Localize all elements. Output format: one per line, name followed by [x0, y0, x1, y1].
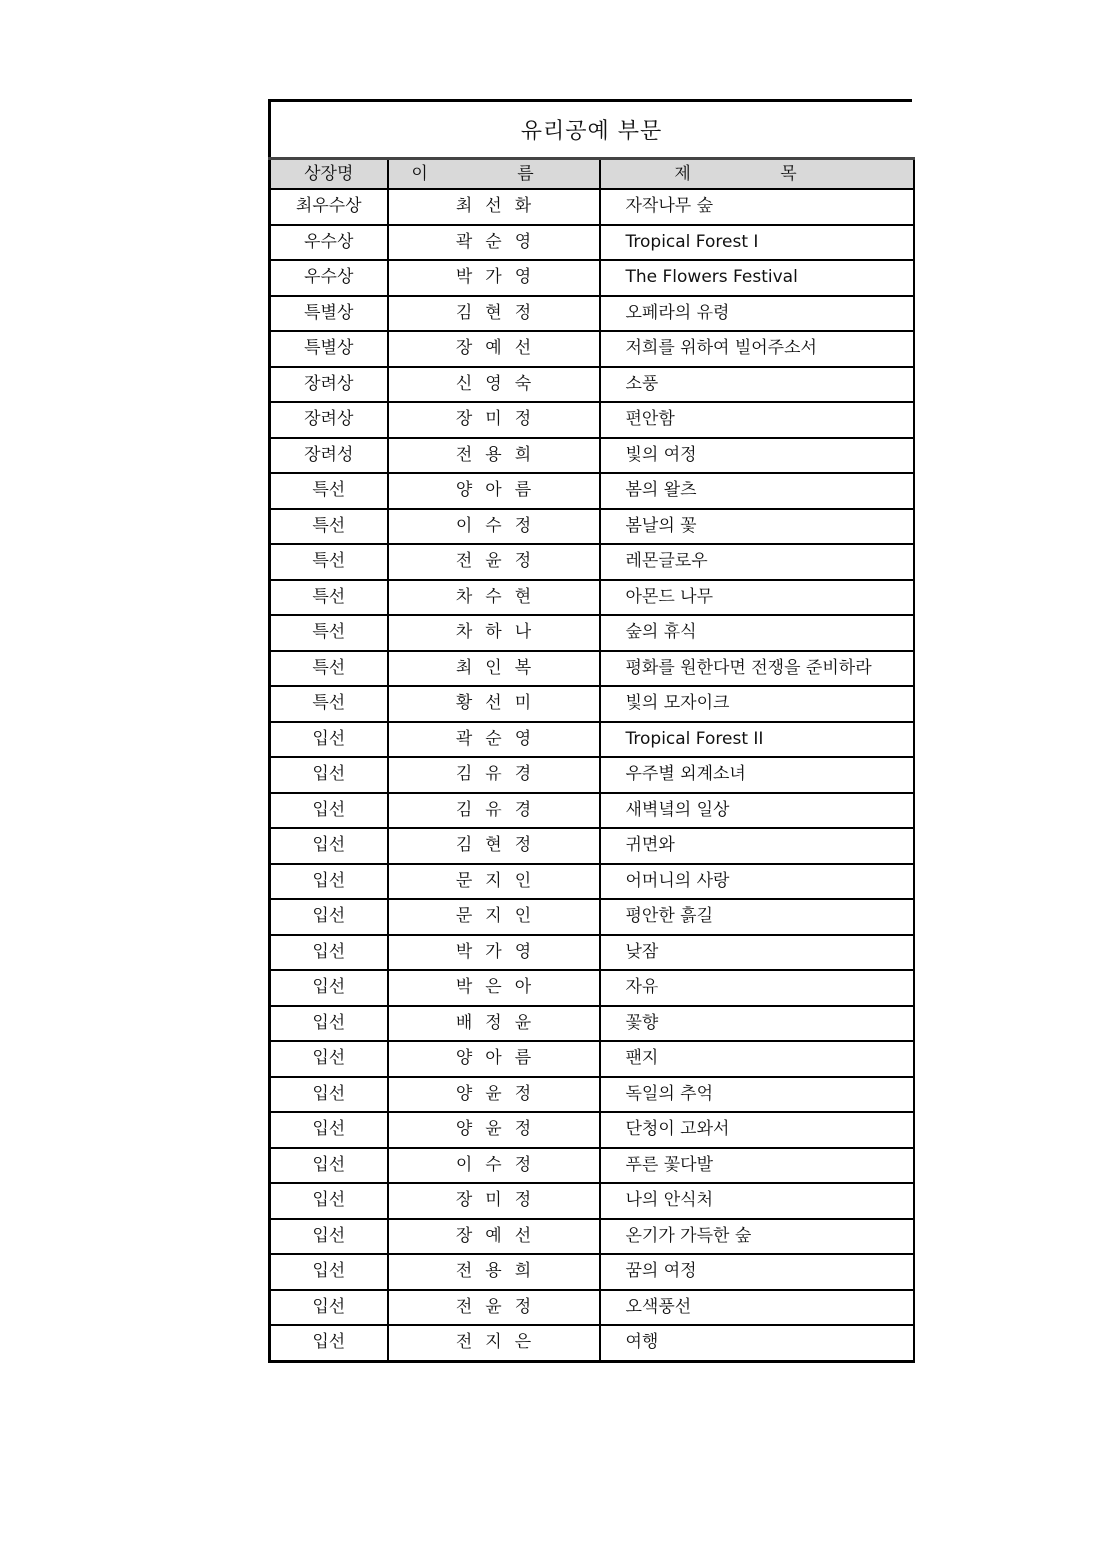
name-cell: 양아름 — [388, 473, 600, 509]
title-cell: 꽃향 — [600, 1006, 914, 1042]
name-cell: 곽순영 — [388, 225, 600, 261]
name-cell: 박가영 — [388, 935, 600, 971]
title-cell: 소풍 — [600, 367, 914, 403]
title-cell: 푸른 꽃다발 — [600, 1148, 914, 1184]
name-cell: 신영숙 — [388, 367, 600, 403]
award-cell: 최우수상 — [270, 189, 388, 225]
title-cell: 어머니의 사랑 — [600, 864, 914, 900]
title-cell: 꿈의 여정 — [600, 1254, 914, 1290]
award-cell: 입선 — [270, 1254, 388, 1290]
name-cell: 장예선 — [388, 1219, 600, 1255]
table-row — [270, 402, 914, 438]
table-row — [270, 1112, 914, 1148]
table-row — [270, 1041, 914, 1077]
award-cell: 입선 — [270, 722, 388, 758]
table-row — [270, 970, 914, 1006]
name-cell: 장미정 — [388, 1183, 600, 1219]
name-cell: 배정윤 — [388, 1006, 600, 1042]
title-cell: 편안함 — [600, 402, 914, 438]
title-cell: 저희를 위하여 빌어주소서 — [600, 331, 914, 367]
award-cell: 입선 — [270, 899, 388, 935]
name-cell: 전윤정 — [388, 544, 600, 580]
title-cell: 빛의 여정 — [600, 438, 914, 474]
title-cell: 낮잠 — [600, 935, 914, 971]
name-cell: 김유경 — [388, 793, 600, 829]
name-cell: 장예선 — [388, 331, 600, 367]
table-row — [270, 1290, 914, 1326]
award-cell: 입선 — [270, 1077, 388, 1113]
table-row — [270, 1325, 914, 1361]
table-row — [270, 296, 914, 332]
award-cell: 특선 — [270, 686, 388, 722]
name-cell: 전용희 — [388, 1254, 600, 1290]
award-cell: 입선 — [270, 1041, 388, 1077]
name-cell: 박가영 — [388, 260, 600, 296]
award-list-sheet — [268, 99, 912, 1363]
name-cell: 차하나 — [388, 615, 600, 651]
name-cell: 전지은 — [388, 1325, 600, 1361]
table-row — [270, 509, 914, 545]
name-cell: 최선화 — [388, 189, 600, 225]
award-cell: 특별상 — [270, 296, 388, 332]
award-cell: 입선 — [270, 1148, 388, 1184]
table-row — [270, 828, 914, 864]
table-row — [270, 367, 914, 403]
table-row — [270, 757, 914, 793]
award-cell: 입선 — [270, 935, 388, 971]
table-row — [270, 438, 914, 474]
name-cell: 박은아 — [388, 970, 600, 1006]
title-cell: 봄의 왈츠 — [600, 473, 914, 509]
section-title: 유리공예 부문 — [268, 99, 912, 157]
award-cell: 입선 — [270, 1006, 388, 1042]
name-cell: 김현정 — [388, 296, 600, 332]
table-row — [270, 1183, 914, 1219]
title-cell: 레몬글로우 — [600, 544, 914, 580]
table-row — [270, 225, 914, 261]
award-cell: 특선 — [270, 544, 388, 580]
name-cell: 이수정 — [388, 509, 600, 545]
table-row — [270, 580, 914, 616]
award-cell: 입선 — [270, 970, 388, 1006]
table-row — [270, 260, 914, 296]
title-cell: 나의 안식처 — [600, 1183, 914, 1219]
title-cell: 오색풍선 — [600, 1290, 914, 1326]
title-cell: 팬지 — [600, 1041, 914, 1077]
name-cell: 차수현 — [388, 580, 600, 616]
award-cell: 장려상 — [270, 367, 388, 403]
award-cell: 입선 — [270, 1183, 388, 1219]
name-cell: 전윤정 — [388, 1290, 600, 1326]
title-cell: 귀면와 — [600, 828, 914, 864]
table-row — [270, 793, 914, 829]
title-cell: 아몬드 나무 — [600, 580, 914, 616]
title-cell: 새벽녘의 일상 — [600, 793, 914, 829]
title-cell: 자작나무 숲 — [600, 189, 914, 225]
title-cell: 단청이 고와서 — [600, 1112, 914, 1148]
award-cell: 입선 — [270, 864, 388, 900]
title-cell: Tropical Forest II — [600, 722, 914, 758]
name-cell: 문지인 — [388, 899, 600, 935]
title-cell: 평화를 원한다면 전쟁을 준비하라 — [600, 651, 914, 687]
header-name — [388, 159, 600, 190]
table-row — [270, 189, 914, 225]
table-row — [270, 899, 914, 935]
header-title — [600, 159, 914, 190]
award-cell: 우수상 — [270, 260, 388, 296]
header-name-label: 이 름 — [411, 163, 576, 184]
title-cell: 우주별 외계소녀 — [600, 757, 914, 793]
table-row — [270, 651, 914, 687]
award-cell: 장려성 — [270, 438, 388, 474]
name-cell: 양윤정 — [388, 1077, 600, 1113]
table-row — [270, 1006, 914, 1042]
table-row — [270, 473, 914, 509]
award-cell: 특선 — [270, 615, 388, 651]
title-cell: 봄날의 꽃 — [600, 509, 914, 545]
title-cell: 여행 — [600, 1325, 914, 1361]
name-cell: 황선미 — [388, 686, 600, 722]
award-cell: 입선 — [270, 828, 388, 864]
table-row — [270, 686, 914, 722]
name-cell: 곽순영 — [388, 722, 600, 758]
table-row — [270, 615, 914, 651]
table-row — [270, 722, 914, 758]
award-cell: 입선 — [270, 1219, 388, 1255]
table-row — [270, 1219, 914, 1255]
award-cell: 특별상 — [270, 331, 388, 367]
award-cell: 특선 — [270, 580, 388, 616]
award-cell: 특선 — [270, 473, 388, 509]
award-cell: 특선 — [270, 509, 388, 545]
title-cell: 온기가 가득한 숲 — [600, 1219, 914, 1255]
name-cell: 전용희 — [388, 438, 600, 474]
award-cell: 입선 — [270, 1325, 388, 1361]
name-cell: 양아름 — [388, 1041, 600, 1077]
title-cell: 평안한 흙길 — [600, 899, 914, 935]
table-body — [270, 189, 914, 1361]
award-cell: 특선 — [270, 651, 388, 687]
name-cell: 문지인 — [388, 864, 600, 900]
header-title-label: 제 목 — [674, 163, 839, 184]
table-row — [270, 544, 914, 580]
title-cell: 자유 — [600, 970, 914, 1006]
title-cell: 독일의 추억 — [600, 1077, 914, 1113]
award-cell: 입선 — [270, 1290, 388, 1326]
name-cell: 이수정 — [388, 1148, 600, 1184]
title-cell: 숲의 휴식 — [600, 615, 914, 651]
title-cell: The Flowers Festival — [600, 260, 914, 296]
award-cell: 입선 — [270, 1112, 388, 1148]
name-cell: 양윤정 — [388, 1112, 600, 1148]
name-cell: 김유경 — [388, 757, 600, 793]
title-cell: 빛의 모자이크 — [600, 686, 914, 722]
table-row — [270, 1077, 914, 1113]
header-award: 상장명 — [270, 159, 388, 190]
table-row — [270, 935, 914, 971]
table-row — [270, 331, 914, 367]
award-cell: 우수상 — [270, 225, 388, 261]
award-cell: 입선 — [270, 793, 388, 829]
name-cell: 김현정 — [388, 828, 600, 864]
table-row — [270, 864, 914, 900]
award-cell: 장려상 — [270, 402, 388, 438]
title-cell: Tropical Forest I — [600, 225, 914, 261]
name-cell: 최인복 — [388, 651, 600, 687]
table-row — [270, 1254, 914, 1290]
table-row — [270, 1148, 914, 1184]
award-cell: 입선 — [270, 757, 388, 793]
title-cell: 오페라의 유령 — [600, 296, 914, 332]
table-header-row — [270, 159, 914, 190]
award-table — [268, 157, 915, 1363]
name-cell: 장미정 — [388, 402, 600, 438]
